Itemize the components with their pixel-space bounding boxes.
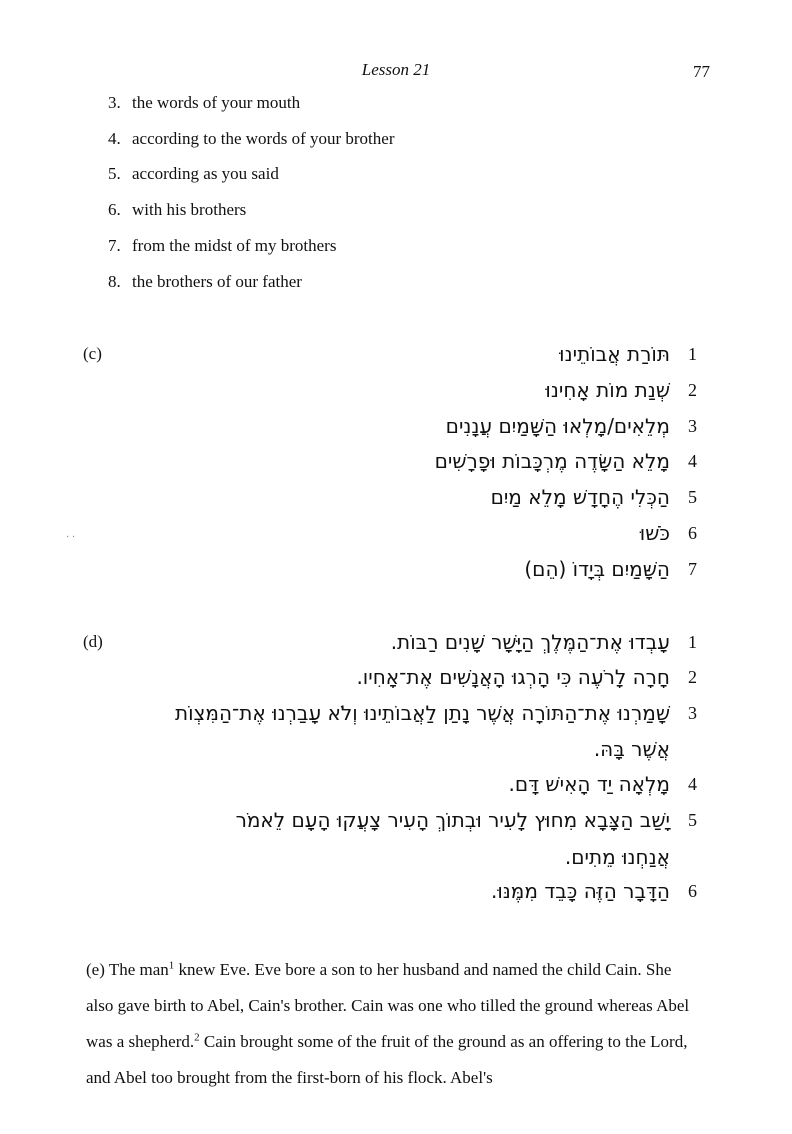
section-c-hebrew-line: מָלֵא הַשָּׂדֶה מֶרְכָּבוֹת וּפָרָשִׁים (434, 449, 670, 473)
section-d-hebrew-line: חָרָה לָרֹעֶה כִּי הָרְגוּ הָאֲנָשִׁים אֶת־אָחִיו. (356, 665, 670, 689)
section-d-number: 4 (688, 774, 697, 794)
section-c-number: 3 (688, 416, 697, 436)
list-item (108, 236, 336, 256)
list-item-number: 7. (108, 236, 121, 255)
list-item-text: according to the words of your brother (132, 129, 395, 148)
footnote-marker: 2 (194, 1031, 200, 1044)
section-d-hebrew-continuation: אֲנַחְנוּ מֵתִים. (564, 845, 670, 869)
paragraph-text: The man (108, 960, 169, 979)
list-item-number: 6. (108, 200, 121, 219)
list-item-text: the brothers of our father (132, 272, 302, 291)
list-item-number: 3. (108, 93, 121, 112)
section-d-hebrew-line: הַדָּבָר הַזֶּה כָּבֵד מִמֶּנּוּ. (490, 879, 670, 903)
section-d-hebrew-line: שָׁמַרְנוּ אֶת־הַתּוֹרָה אֲשֶׁר נָתַן לַאֲבוֹתֵינוּ וְלֹא עָבַרְנוּ אֶת־הַמִּצְוֹת (174, 701, 670, 725)
section-c-hebrew-line: תּוֹרַת אֲבוֹתֵינוּ (559, 342, 670, 366)
list-item-text: according as you said (132, 164, 279, 183)
list-item-text: with his brothers (132, 200, 247, 219)
section-d-number: 5 (688, 810, 697, 830)
section-c-number: 4 (688, 451, 697, 471)
section-d-label: (d) (83, 632, 103, 651)
list-item (108, 164, 279, 184)
section-d-number: 3 (688, 703, 697, 723)
scan-speck: · · (66, 532, 76, 543)
list-item (108, 200, 246, 220)
section-c-label: (c) (83, 344, 102, 363)
list-item-text: from the midst of my brothers (132, 236, 337, 255)
list-item (108, 272, 302, 292)
list-item-number: 4. (108, 129, 121, 148)
section-c-hebrew-line: כֹּשׁוּ (639, 521, 670, 545)
section-c-number: 7 (688, 559, 697, 579)
list-item (108, 129, 394, 149)
section-c-number: 6 (688, 523, 697, 543)
section-d-number: 6 (688, 881, 697, 901)
list-item-text: the words of your mouth (132, 93, 301, 112)
running-header: Lesson 21 (361, 60, 431, 79)
section-d-hebrew-line: מָלְאָה יַד הָאִישׁ דָּם. (508, 772, 670, 796)
section-d-hebrew-line: עָבְדוּ אֶת־הַמֶּלֶךְ הַיָּשָׁר שָׁנִים רַבּוֹת. (390, 630, 670, 654)
section-c-number: 2 (688, 380, 697, 400)
section-c-hebrew-line: מְלֵאִים/מָלְאוּ הַשָּׁמַיִם עֲנָנִים (445, 414, 670, 438)
paragraph-text: knew Eve. Eve bore a son to her husband and named the child Cain. She also gave birth to Abel, Cain's brother. Cain was one who tilled the ground whereas Abel was a shepherd. (86, 960, 690, 1051)
section-c-number: 1 (688, 344, 697, 364)
page-number: 77 (693, 62, 710, 81)
section-e-paragraph (86, 952, 698, 1096)
section-d-hebrew-continuation: אֲשֶׁר בָּהּ. (593, 737, 670, 761)
section-d-hebrew-line: יָשַׁב הַצָּבָא מִחוּץ לָעִיר וּבְתוֹךְ הָעִיר צָעֲקוּ הָעָם לֵאמֹר (235, 808, 670, 832)
section-d-number: 1 (688, 632, 697, 652)
section-c-hebrew-line: שְׁנַת מוֹת אָחִינוּ (545, 378, 670, 402)
list-item (108, 93, 300, 113)
paragraph-text: Cain brought some of the fruit of the ground as an offering to the Lord, and Abel too brought from the first-born of his flock. Abel's (86, 1032, 688, 1087)
section-d-number: 2 (688, 667, 697, 687)
list-item-number: 8. (108, 272, 121, 291)
section-c-number: 5 (688, 487, 697, 507)
section-c-hebrew-line: הַכְּלִי הֶחָדָשׁ מָלֵא מַיִם (490, 485, 670, 509)
section-c-hebrew-line: הַשָּׁמַיִם בְּיָדוֹ (הֵם) (524, 557, 670, 581)
section-e-label: (e) (86, 960, 105, 979)
list-item-number: 5. (108, 164, 121, 183)
footnote-marker: 1 (168, 959, 175, 972)
